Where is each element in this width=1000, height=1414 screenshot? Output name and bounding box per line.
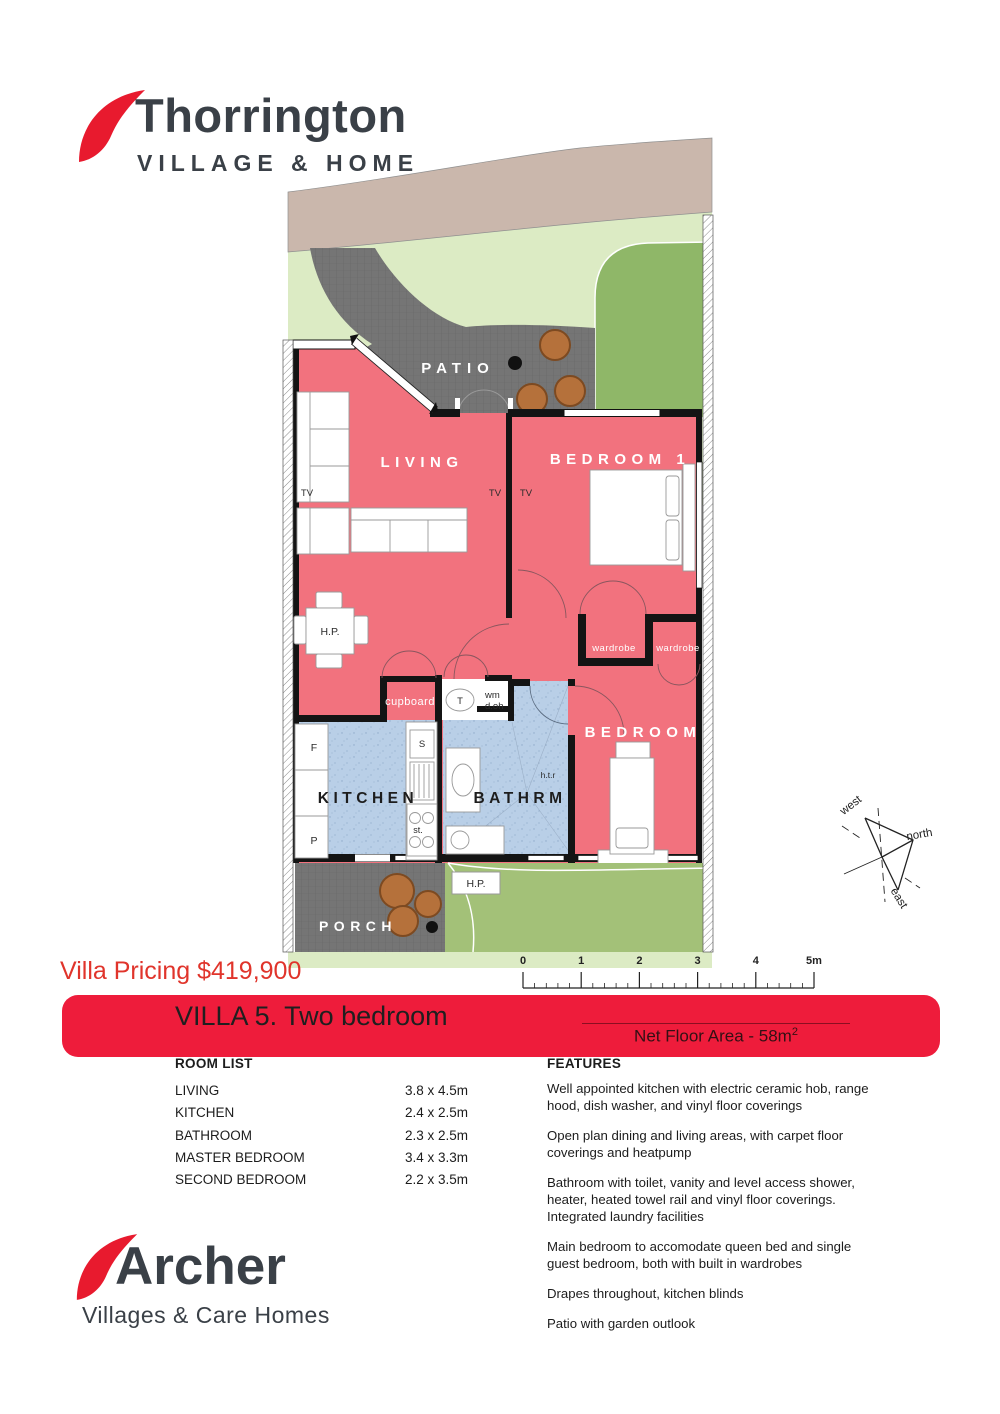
label-wardrobe-2: wardrobe bbox=[656, 643, 700, 654]
label-tv-2: TV bbox=[488, 488, 502, 499]
banner-divider bbox=[582, 1023, 850, 1024]
scale-tick-4: 4 bbox=[752, 955, 759, 967]
feature-item: Patio with garden outlook bbox=[547, 1316, 696, 1331]
room-name: MASTER BEDROOM bbox=[175, 1149, 305, 1165]
chair bbox=[294, 616, 306, 644]
label-kitchen: KITCHEN bbox=[317, 790, 419, 807]
label-bathroom: BATHRM bbox=[473, 790, 567, 807]
table-row bbox=[175, 1169, 505, 1191]
scale-tick-1: 1 bbox=[578, 955, 585, 967]
features-list bbox=[547, 1056, 879, 1345]
label-heatpump-inside: H.P. bbox=[320, 626, 340, 638]
label-sink: S bbox=[418, 739, 426, 750]
footer-brand-subtitle: Villages & Care Homes bbox=[82, 1302, 330, 1328]
net-floor-area-sup: 2 bbox=[791, 1026, 798, 1038]
patio-light bbox=[508, 356, 522, 370]
room-list bbox=[175, 1056, 505, 1191]
side-table bbox=[616, 742, 650, 758]
room-size: 3.4 x 3.3m bbox=[405, 1149, 469, 1165]
table-row bbox=[175, 1102, 505, 1124]
label-htr: h.t.r bbox=[540, 770, 556, 780]
feature-item: Bathroom with toilet, vanity and level access shower, heater, heated towel rail and vinyl floor coverings. Integrated laundry facilities bbox=[547, 1175, 855, 1224]
room-size: 3.8 x 4.5m bbox=[405, 1083, 469, 1098]
brand-subtitle: VILLAGE & HOME bbox=[137, 150, 420, 176]
scale-bar bbox=[515, 950, 835, 995]
room-size: 2.4 x 2.5m bbox=[405, 1105, 469, 1121]
label-tv-1: TV bbox=[300, 488, 314, 499]
armchair bbox=[297, 508, 349, 554]
label-heatpump-outside: H.P. bbox=[466, 878, 486, 890]
basin bbox=[452, 764, 474, 796]
compass-north: north bbox=[905, 826, 934, 844]
room-name: KITCHEN bbox=[175, 1105, 235, 1121]
table-row bbox=[175, 1125, 505, 1147]
label-living: LIVING bbox=[380, 454, 464, 471]
compass bbox=[832, 778, 942, 928]
label-bedroom2: BEDROOM bbox=[584, 724, 702, 741]
banner-title: VILLA 5. Two bedroom bbox=[175, 1001, 448, 1031]
headboard bbox=[683, 464, 695, 571]
room-name: BATHROOM bbox=[175, 1127, 252, 1143]
room-list-heading: ROOM LIST bbox=[175, 1056, 253, 1071]
bush-green bbox=[595, 242, 712, 418]
label-fridge: F bbox=[310, 742, 318, 754]
net-floor-area-text: Net Floor Area - 58m bbox=[634, 1026, 792, 1046]
scale-tick-0: 0 bbox=[519, 955, 527, 967]
scale-tick-3: 3 bbox=[694, 955, 701, 967]
compass-east: east bbox=[887, 886, 910, 911]
villa-pricing: Villa Pricing $419,900 bbox=[60, 957, 302, 985]
label-pantry: P bbox=[310, 835, 318, 847]
room-name: SECOND BEDROOM bbox=[175, 1172, 307, 1188]
net-floor-area bbox=[582, 1026, 850, 1047]
label-toilet: T bbox=[457, 696, 463, 707]
sofa bbox=[297, 392, 349, 502]
feature-item: Main bedroom to accomodate queen bed and single guest bedroom, both with built in wardrobes bbox=[547, 1239, 852, 1271]
label-patio: PATIO bbox=[421, 360, 495, 377]
feature-item: Open plan dining and living areas, with carpet floor coverings and heatpump bbox=[547, 1128, 844, 1160]
room-name: LIVING bbox=[175, 1083, 220, 1098]
features-heading: FEATURES bbox=[547, 1056, 622, 1071]
pillow bbox=[616, 828, 648, 848]
table-row bbox=[175, 1147, 505, 1169]
label-cupboard: cupboard bbox=[385, 696, 435, 708]
table-row bbox=[175, 1080, 505, 1102]
feature-item: Well appointed kitchen with electric ceramic hob, range hood, dish washer, and vinyl floor coverings bbox=[547, 1081, 869, 1113]
scale-tick-5: 5m bbox=[806, 955, 822, 967]
compass-west: west bbox=[838, 793, 865, 818]
label-tv-3: TV bbox=[519, 488, 533, 499]
feature-item: Drapes throughout, kitchen blinds bbox=[547, 1286, 744, 1301]
label-doh: d.oh bbox=[485, 701, 504, 712]
sofa-2 bbox=[351, 508, 467, 552]
footer-brand: Archer bbox=[115, 1237, 286, 1296]
label-porch: PORCH bbox=[318, 918, 398, 934]
label-wm: wm bbox=[485, 690, 500, 701]
chair bbox=[316, 592, 342, 608]
porch-light bbox=[426, 921, 438, 933]
floor-plan bbox=[280, 130, 720, 970]
label-bedroom1: BEDROOM 1 bbox=[549, 451, 691, 468]
boundary-left bbox=[283, 340, 293, 952]
label-wardrobe-1: wardrobe bbox=[592, 643, 636, 654]
chair bbox=[316, 654, 342, 668]
villa-banner bbox=[62, 995, 940, 1057]
shower bbox=[446, 826, 504, 854]
room-size: 2.2 x 3.5m bbox=[405, 1172, 469, 1188]
brand-title: Thorrington bbox=[135, 89, 407, 142]
chair bbox=[354, 616, 368, 644]
pillow bbox=[666, 520, 679, 560]
scale-tick-2: 2 bbox=[636, 955, 643, 967]
boundary-right bbox=[703, 215, 713, 952]
label-stove: st. bbox=[413, 825, 423, 835]
room-size: 2.3 x 2.5m bbox=[405, 1127, 469, 1143]
pillow bbox=[666, 476, 679, 516]
